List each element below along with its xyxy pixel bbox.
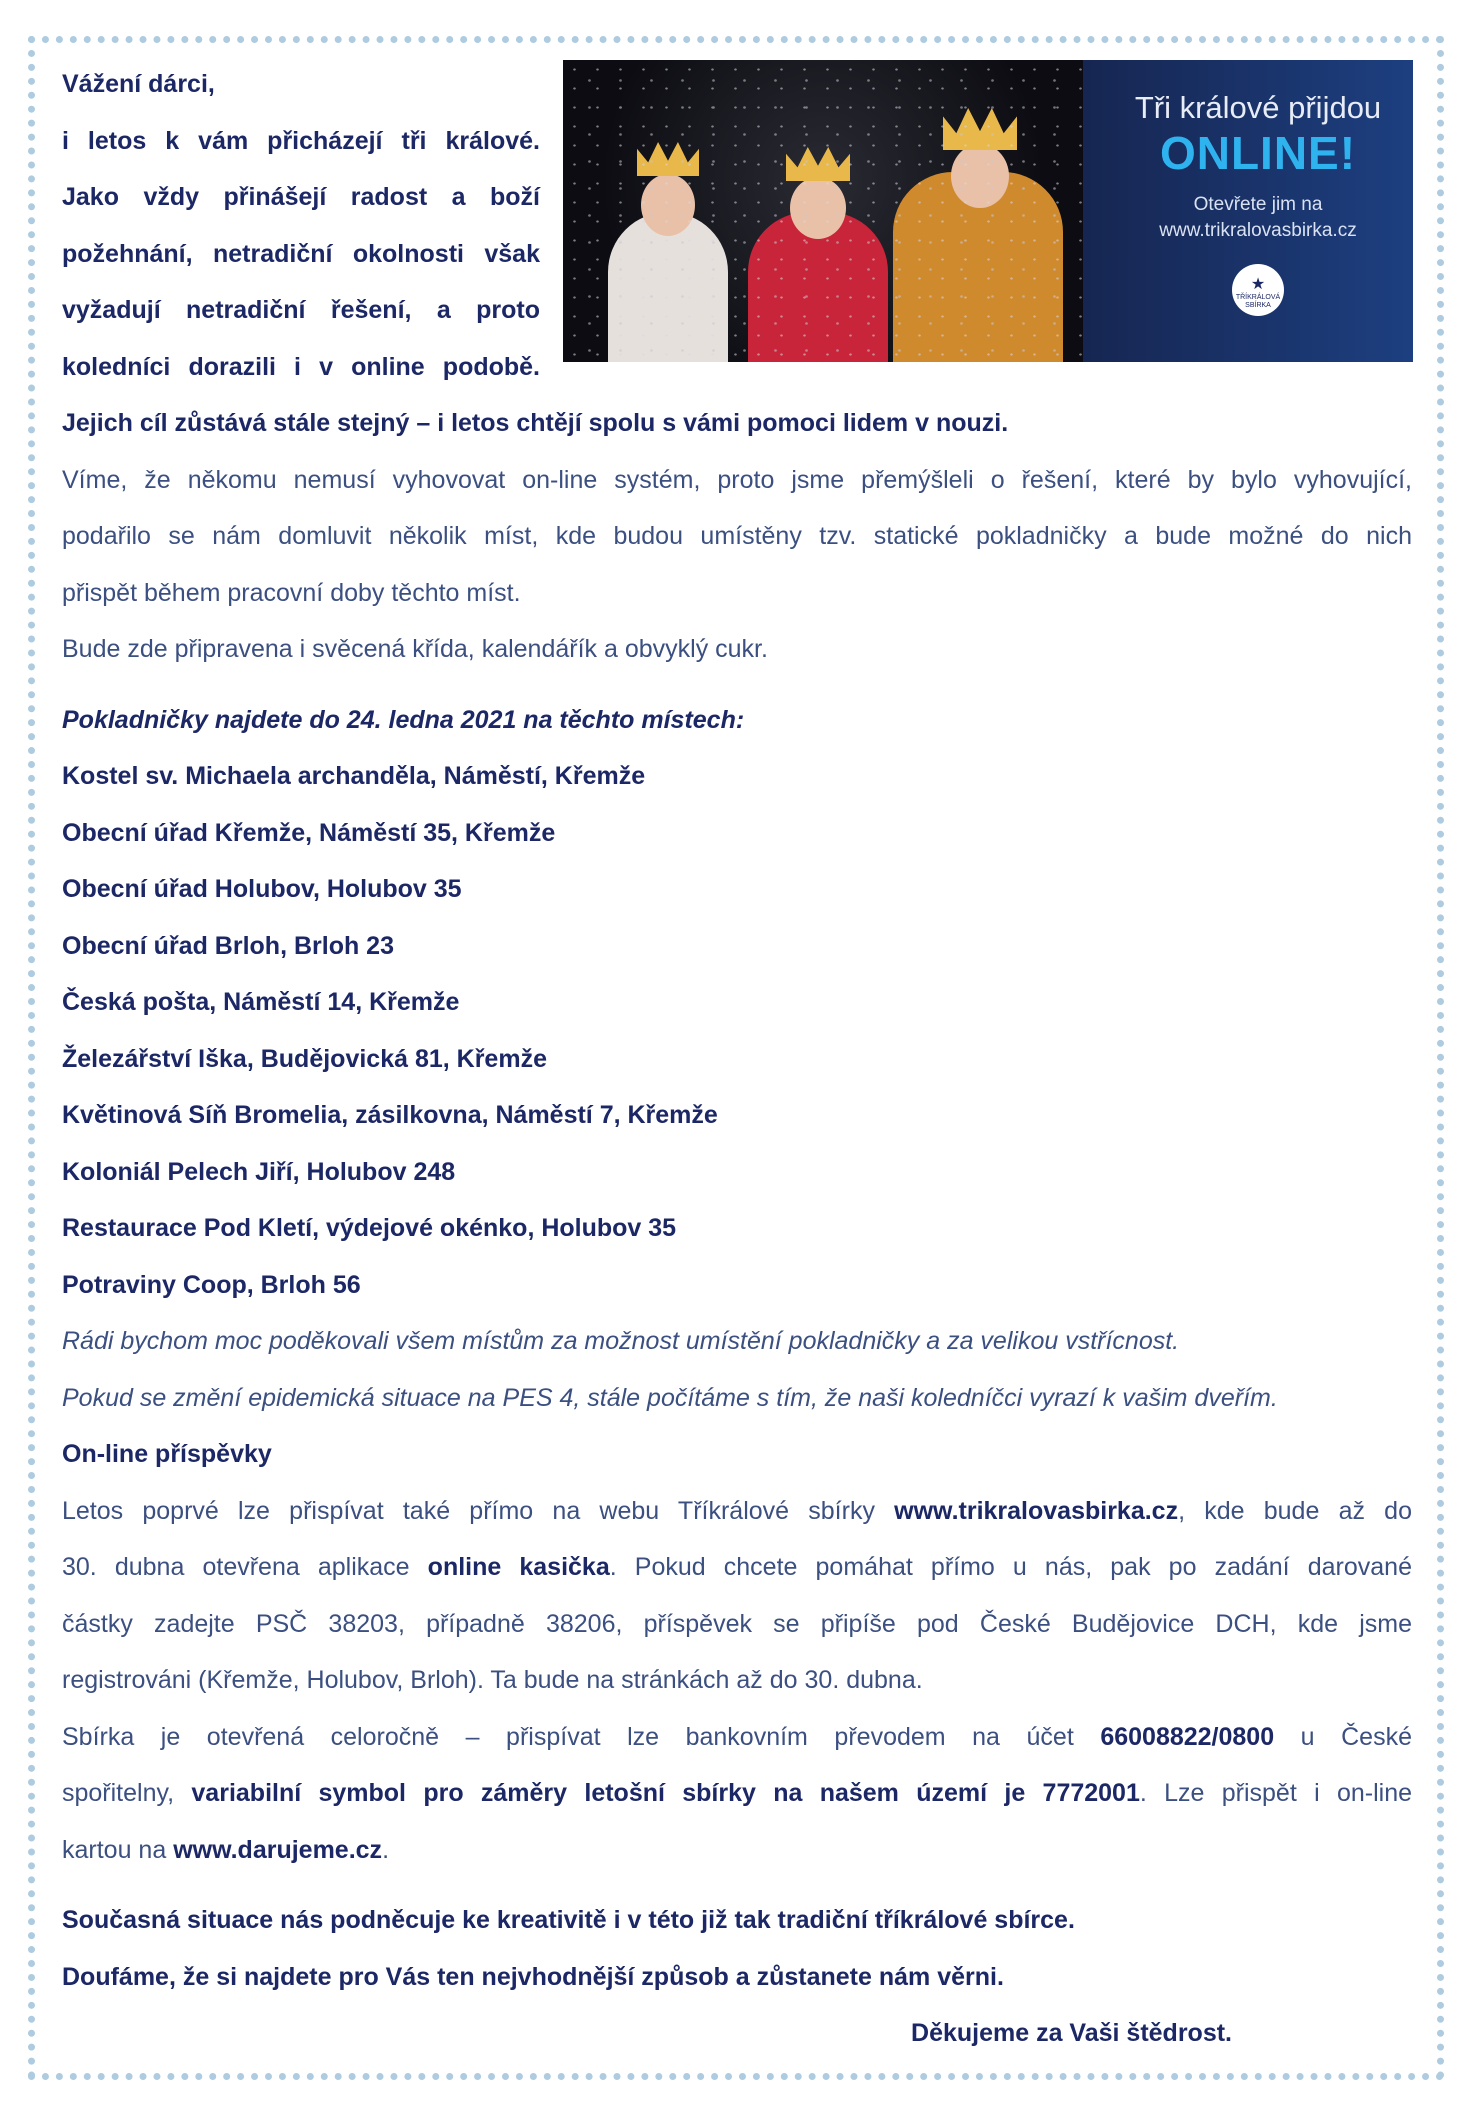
location-item: Restaurace Pod Kletí, výdejové okénko, Holubov 35 — [62, 1214, 677, 1242]
banner-subtitle: Otevřete jim na — [1193, 194, 1323, 215]
location-item: Česká pošta, Náměstí 14, Křemže — [62, 988, 460, 1016]
online-heading: On-line příspěvky — [62, 1440, 272, 1468]
body-line: Bude zde připravena i svěcená křída, kalendářík a obvyklý cukr. — [62, 635, 768, 663]
online-line: Letos poprvé lze přispívat také přímo na webu Tříkrálové sbírky www.trikralovasbirka.cz, kde bude až do — [62, 1496, 1412, 1525]
body-line: podařilo se nám domluvit několik míst, kde budou umístěny tzv. statické pokladničky a bude možné do nich — [62, 522, 1412, 550]
trikralova-sbirka-logo: ★ TŘÍKRÁLOVÁ SBÍRKA — [1232, 264, 1284, 316]
location-item: Kostel sv. Michaela archanděla, Náměstí, Křemže — [62, 762, 646, 790]
banner-title: Tři králové přijdou — [1134, 90, 1382, 125]
online-kasicka: online kasička — [427, 1553, 610, 1581]
goal-statement: Jejich cíl zůstává stále stejný – i letos chtějí spolu s vámi pomoci lidem v nouzi. — [62, 409, 1009, 437]
star-icon: ★ — [1250, 276, 1266, 293]
closing-line: Doufáme, že si najdete pro Vás ten nejvhodnější způsob a zůstanete nám věrni. — [62, 1962, 1004, 1991]
bank-account: 66008822/0800 — [1100, 1722, 1275, 1751]
location-item: Železářství Iška, Budějovická 81, Křemže — [62, 1044, 547, 1073]
intro-line: vyžadují netradiční řešení, a proto — [62, 296, 540, 324]
closing-line: Současná situace nás podněcuje ke kreativitě i v této již tak tradiční tříkrálové sbírce. — [62, 1906, 1075, 1934]
location-item: Obecní úřad Brloh, Brloh 23 — [62, 931, 394, 960]
intro-line: požehnání, netradiční okolnosti však — [62, 239, 540, 268]
online-line: Sbírka je otevřená celoročně – přispívat lze bankovním převodem na účet 66008822/0800 u České — [62, 1722, 1412, 1751]
letter-body — [62, 56, 1412, 2062]
online-line: spořitelny, variabilní symbol pro záměry letošní sbírky na našem území je 7772001. Lze přispět i on-line — [62, 1779, 1413, 1807]
signoff: Děkujeme za Vaši štědrost. — [911, 2019, 1232, 2047]
intro-line: i letos k vám přicházejí tři králové. — [62, 126, 540, 155]
location-item: Květinová Síň Bromelia, zásilkovna, Náměstí 7, Křemže — [62, 1101, 718, 1129]
darujeme-link[interactable]: www.darujeme.cz — [173, 1835, 383, 1864]
locations-heading: Pokladničky najdete do 24. ledna 2021 na těchto místech: — [62, 705, 745, 734]
body-line: přispět během pracovní doby těchto míst. — [62, 578, 521, 607]
trikralova-link[interactable]: www.trikralovasbirka.cz — [894, 1496, 1179, 1525]
banner-online: ONLINE! — [1159, 127, 1357, 179]
location-item: Koloniál Pelech Jiří, Holubov 248 — [62, 1157, 456, 1186]
variable-symbol: variabilní symbol pro záměry letošní sbírky na našem území je 7772001 — [191, 1779, 1140, 1807]
pes-note: Pokud se změní epidemická situace na PES 4, stále počítáme s tím, že naši koledníčci vyrazí k vašim dveřím. — [62, 1383, 1278, 1412]
intro-line: koledníci dorazili i v online podobě. — [62, 352, 540, 381]
online-line: registrováni (Křemže, Holubov, Brloh). Ta bude na stránkách až do 30. dubna. — [62, 1666, 923, 1694]
thanks-note: Rádi bychom moc poděkovali všem místům za možnost umístění pokladničky a za velikou vstřícnost. — [62, 1327, 1180, 1355]
greeting: Vážení dárci, — [62, 70, 215, 98]
online-line: kartou na www.darujeme.cz. — [62, 1835, 390, 1864]
body-line: Víme, že někomu nemusí vyhovovat on-line systém, proto jsme přemýšleli o řešení, které by bylo vyhovující, — [62, 465, 1412, 494]
location-item: Obecní úřad Holubov, Holubov 35 — [62, 875, 462, 903]
location-item: Potraviny Coop, Brloh 56 — [62, 1270, 361, 1299]
banner-url[interactable]: www.trikralovasbirka.cz — [1159, 220, 1357, 241]
online-line: částky zadejte PSČ 38203, případně 38206, příspěvek se připíše pod České Budějovice DCH, kde jsme — [62, 1609, 1412, 1638]
location-item: Obecní úřad Křemže, Náměstí 35, Křemže — [62, 818, 556, 847]
online-line: 30. dubna otevřena aplikace online kasička. Pokud chcete pomáhat přímo u nás, pak po zadání darované — [62, 1553, 1412, 1581]
intro-line: Jako vždy přinášejí radost a boží — [62, 183, 540, 211]
